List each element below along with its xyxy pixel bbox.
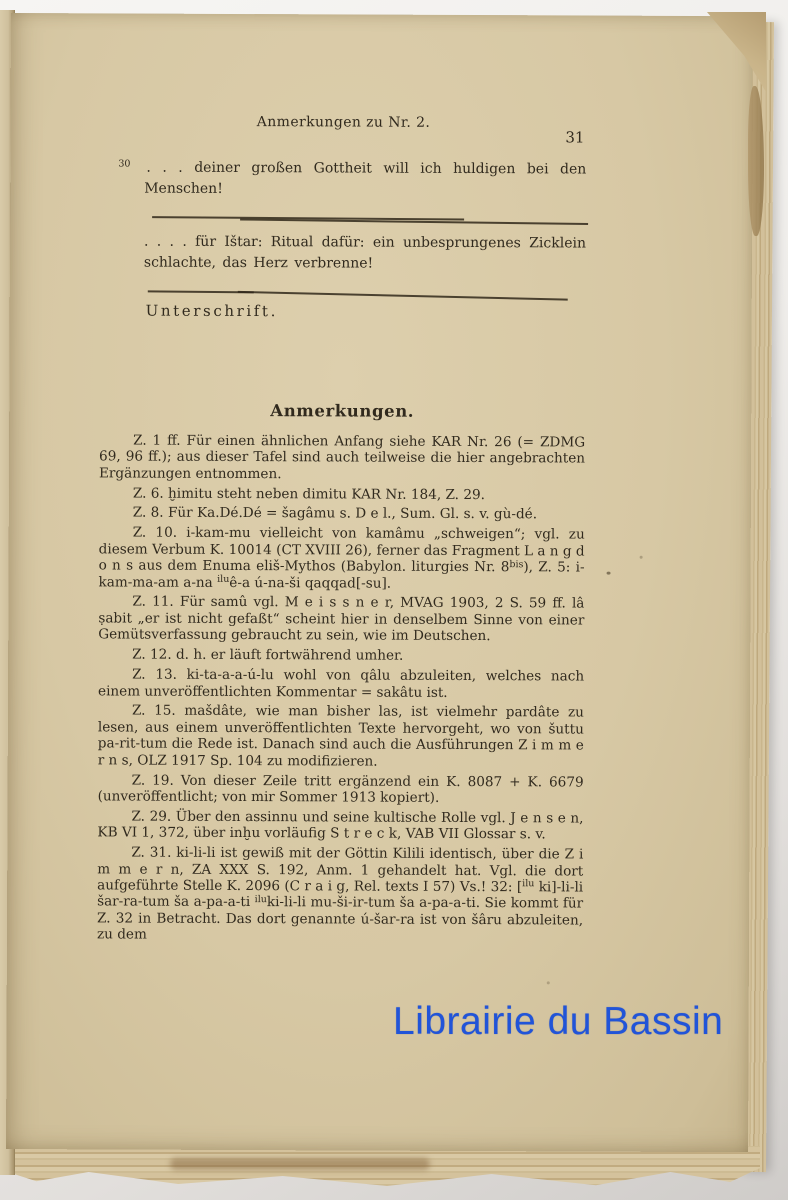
page-speck xyxy=(607,572,611,575)
note-paragraph: Z. 8. Für Ka.Dé.Dé = šagâmu s. D e l., Sum. Gl. s. v. gù-dé. xyxy=(132,504,538,523)
signature-label: Unterschrift. xyxy=(145,301,279,321)
rule-segment xyxy=(238,291,568,300)
notes-heading: Anmerkungen. xyxy=(270,401,415,422)
note-paragraph: Z. 11. Für samû vgl. M e i s s n e r, MVAG 1903, 2 S. 59 ff. lâ ṣabit „er ist nicht gefaßt“ scheint hier in denselbem Sinne von einer Gemütsverfassung gebraucht zu sein, wie im Deutschen. xyxy=(98,594,585,645)
notes-list xyxy=(97,432,585,945)
note-paragraph: Z. 10. i-kam-mu vielleicht von kamâmu „schweigen“; vgl. zu diesem Verbum K. 10014 (CT XVIII 26), ferner das Fragment L a n g d o n s aus dem Enuma eliš-Mythos (Babylon. liturgies Nr. $8^{bis}$), Z. 5: i-kam-ma-am a-na $^{ilu}$ê-a ú-na-ši qaqqad[-su]. xyxy=(98,524,585,592)
note-paragraph: Z. 13. ki-ta-a-a-ú-lu wohl von qâlu abzuleiten, welches nach einem unveröffentlichten Kommentar = sakâtu ist. xyxy=(98,666,585,701)
source-line-number: 30 xyxy=(118,158,131,170)
note-paragraph: Z. 31. ki-li-li ist gewiß mit der Göttin Kilili identisch, über die Z i m m e r n, ZA XXX S. 192, Anm. 1 gehandelt hat. Vgl. die dort aufgeführte Stelle K. 2096 (C r a i g, Rel. texts I 57) Vs.! 32: [$^{ilu}$ ki]-li-li šar-ra-tum ša a-pa-a-ti $^{ilu}$ki-li-li mu-ši-ir-tum ša a-pa-a-ti. Sie kommt für Z. 32 in Betracht. Das dort genannte ú-šar-ra ist von šâru abzuleiten, zu dem xyxy=(96,844,584,943)
page-number: 31 xyxy=(565,128,585,147)
book-page xyxy=(6,13,753,1152)
watermark-text: Librairie du Bassin xyxy=(393,1000,724,1043)
note-paragraph: Z. 12. d. h. er läuft fortwährend umher. xyxy=(132,646,404,664)
note-paragraph: Z. 19. Von dieser Zeile tritt ergänzend ein K. 8087 + K. 6679 (unveröffentlicht; von mir Sommer 1913 kopiert). xyxy=(97,772,584,806)
printed-content xyxy=(97,113,587,948)
translation-paragraph-2: . . . . für Ištar: Ritual dafür: ein unbesprungenes Zicklein schlachte, das Herz verbrenne! xyxy=(143,233,587,272)
bottom-edge-smudge xyxy=(170,1158,430,1170)
running-title: Anmerkungen zu Nr. 2. xyxy=(256,114,431,131)
separator-rule-2 xyxy=(100,287,586,301)
page-header xyxy=(100,113,586,147)
note-paragraph: Z. 6. ḫimitu steht neben dimitu KAR Nr. 184, Z. 29. xyxy=(132,485,486,503)
note-paragraph: Z. 15. mašdâte, wie man bisher las, ist vielmehr pardâte zu lesen, aus einem unveröffentlichten Texte hervorgeht, wo von šuttu pa-rit-tum die Rede ist. Danach sind auch die Ausführungen Z i m m e r n s, OLZ 1917 Sp. 104 zu modifizieren. xyxy=(97,702,584,770)
note-paragraph: Z. 1 ff. Für einen ähnlichen Anfang siehe KAR Nr. 26 (= ZDMG 69, 96 ff.); aus dieser Tafel sind auch teilweise die hier angebrachten Ergänzungen entnommen. xyxy=(98,432,586,482)
page-speck xyxy=(640,556,643,559)
page-speck xyxy=(547,981,550,984)
separator-rule-1 xyxy=(100,213,586,227)
translation-paragraph-1 xyxy=(100,157,586,201)
translation-paragraph-1-text: . . . deiner großen Gottheit will ich huldigen bei den Menschen! xyxy=(144,159,587,197)
note-paragraph: Z. 29. Über den assinnu und seine kultische Rolle vgl. J e n s e n, KB VI 1, 372, über inḫu vorläufig S t r e c k, VAB VII Glossar s. v. xyxy=(97,808,584,843)
